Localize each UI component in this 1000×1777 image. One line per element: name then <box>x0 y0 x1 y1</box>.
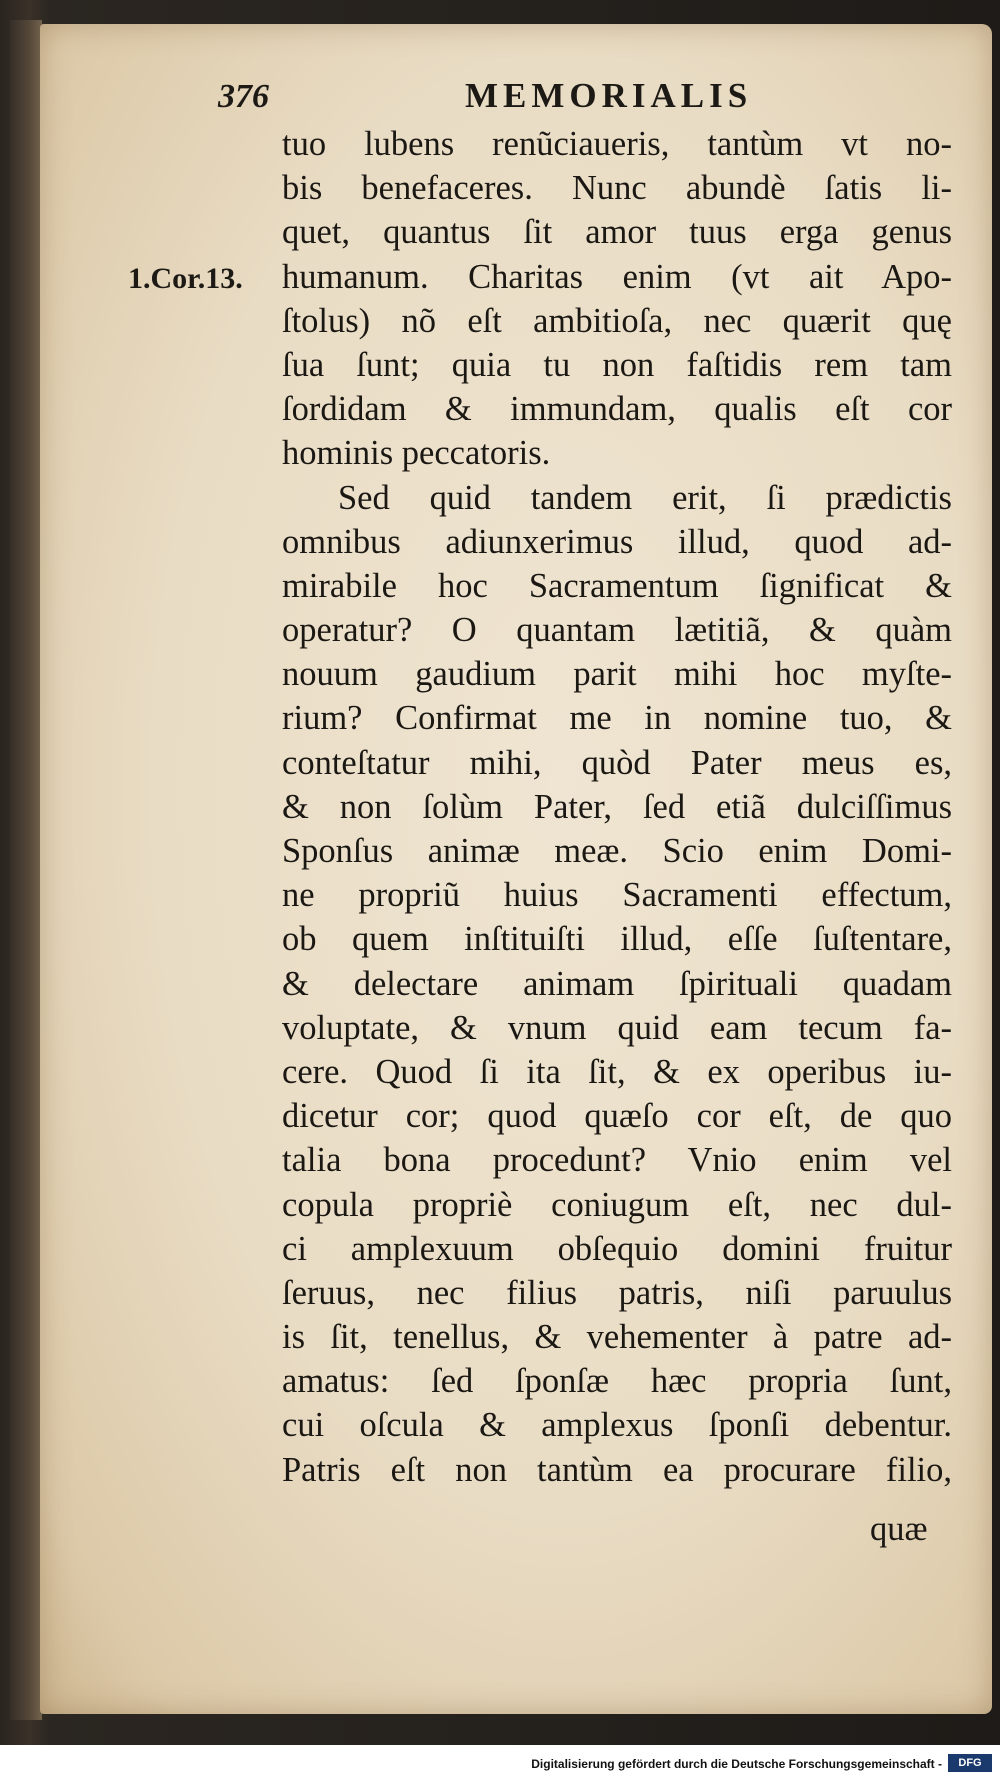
text-line: Sponſus animæ meæ. Scio enim Domi- <box>282 832 952 870</box>
text-line: quet, quantus ſit amor tuus erga genus <box>282 213 952 252</box>
text-line: ſua ſunt; quia tu non faſtidis rem tam <box>282 345 952 384</box>
text-line: ob quem inſtituiſti illud, eſſe ſuſtentare, <box>282 920 952 959</box>
text-line: bis benefaceres. Nunc abundè ſatis li- <box>282 169 952 208</box>
text-line: Patris eſt non tantùm ea procurare filio, <box>282 1450 952 1489</box>
margin-note: 1.Cor.13. <box>128 262 243 295</box>
text-line: cui oſcula & amplexus ſponſi debentur. <box>282 1406 952 1445</box>
text-line: ſeruus, nec filius patris, niſi paruulus <box>282 1273 952 1312</box>
text-line: cere. Quod ſi ita ſit, & ex operibus iu- <box>282 1052 952 1091</box>
body-text <box>282 122 952 1492</box>
text-line: amatus: ſed ſponſæ hæc propria ſunt, <box>282 1362 952 1401</box>
text-line: ci amplexuum obſequio domini fruitur <box>282 1229 952 1268</box>
catchword: quæ <box>870 1510 928 1548</box>
text-line: & non ſolùm Pater, ſed etiã dulciſſimus <box>282 787 952 826</box>
text-line: ſtolus) nõ eſt ambitioſa, nec quærit quę <box>282 301 952 340</box>
text-line: ne propriũ huius Sacramenti effectum, <box>282 876 952 915</box>
text-line: operatur? O quantam lætitiã, & quàm <box>282 611 952 650</box>
text-line: voluptate, & vnum quid eam tecum fa- <box>282 1008 952 1047</box>
text-line: ſordidam & immundam, qualis eſt cor <box>282 390 952 429</box>
text-line: dicetur cor; quod quæſo cor eſt, de quo <box>282 1097 952 1136</box>
text-line: talia bona procedunt? Vnio enim vel <box>282 1141 952 1180</box>
digitization-credit: Digitalisierung gefördert durch die Deutsche Forschungsgemeinschaft - <box>531 1757 942 1771</box>
book-spine-edge <box>10 20 42 1720</box>
text-line: humanum. Charitas enim (vt ait Apo- <box>282 257 952 296</box>
text-line: tuo lubens renũciaueris, tantùm vt no- <box>282 125 952 163</box>
text-line: Sed quid tandem erit, ſi prædictis <box>338 478 952 517</box>
text-line: nouum gaudium parit mihi hoc myſte- <box>282 655 952 694</box>
text-line: copula propriè coniugum eſt, nec dul- <box>282 1185 952 1224</box>
dfg-logo: DFG <box>948 1754 992 1772</box>
page-number: 376 <box>218 78 269 115</box>
text-line: rium? Confirmat me in nomine tuo, & <box>282 699 952 738</box>
text-line: hominis peccatoris. <box>282 434 551 473</box>
text-line: is ſit, tenellus, & vehementer à patre ad- <box>282 1318 952 1357</box>
text-line: omnibus adiunxerimus illud, quod ad- <box>282 522 952 561</box>
running-head: MEMORIALIS <box>465 76 753 115</box>
text-line: mirabile hoc Sacramentum ſignificat & <box>282 566 952 605</box>
text-line: & delectare animam ſpirituali quadam <box>282 964 952 1003</box>
text-line: conteſtatur mihi, quòd Pater meus es, <box>282 743 952 782</box>
